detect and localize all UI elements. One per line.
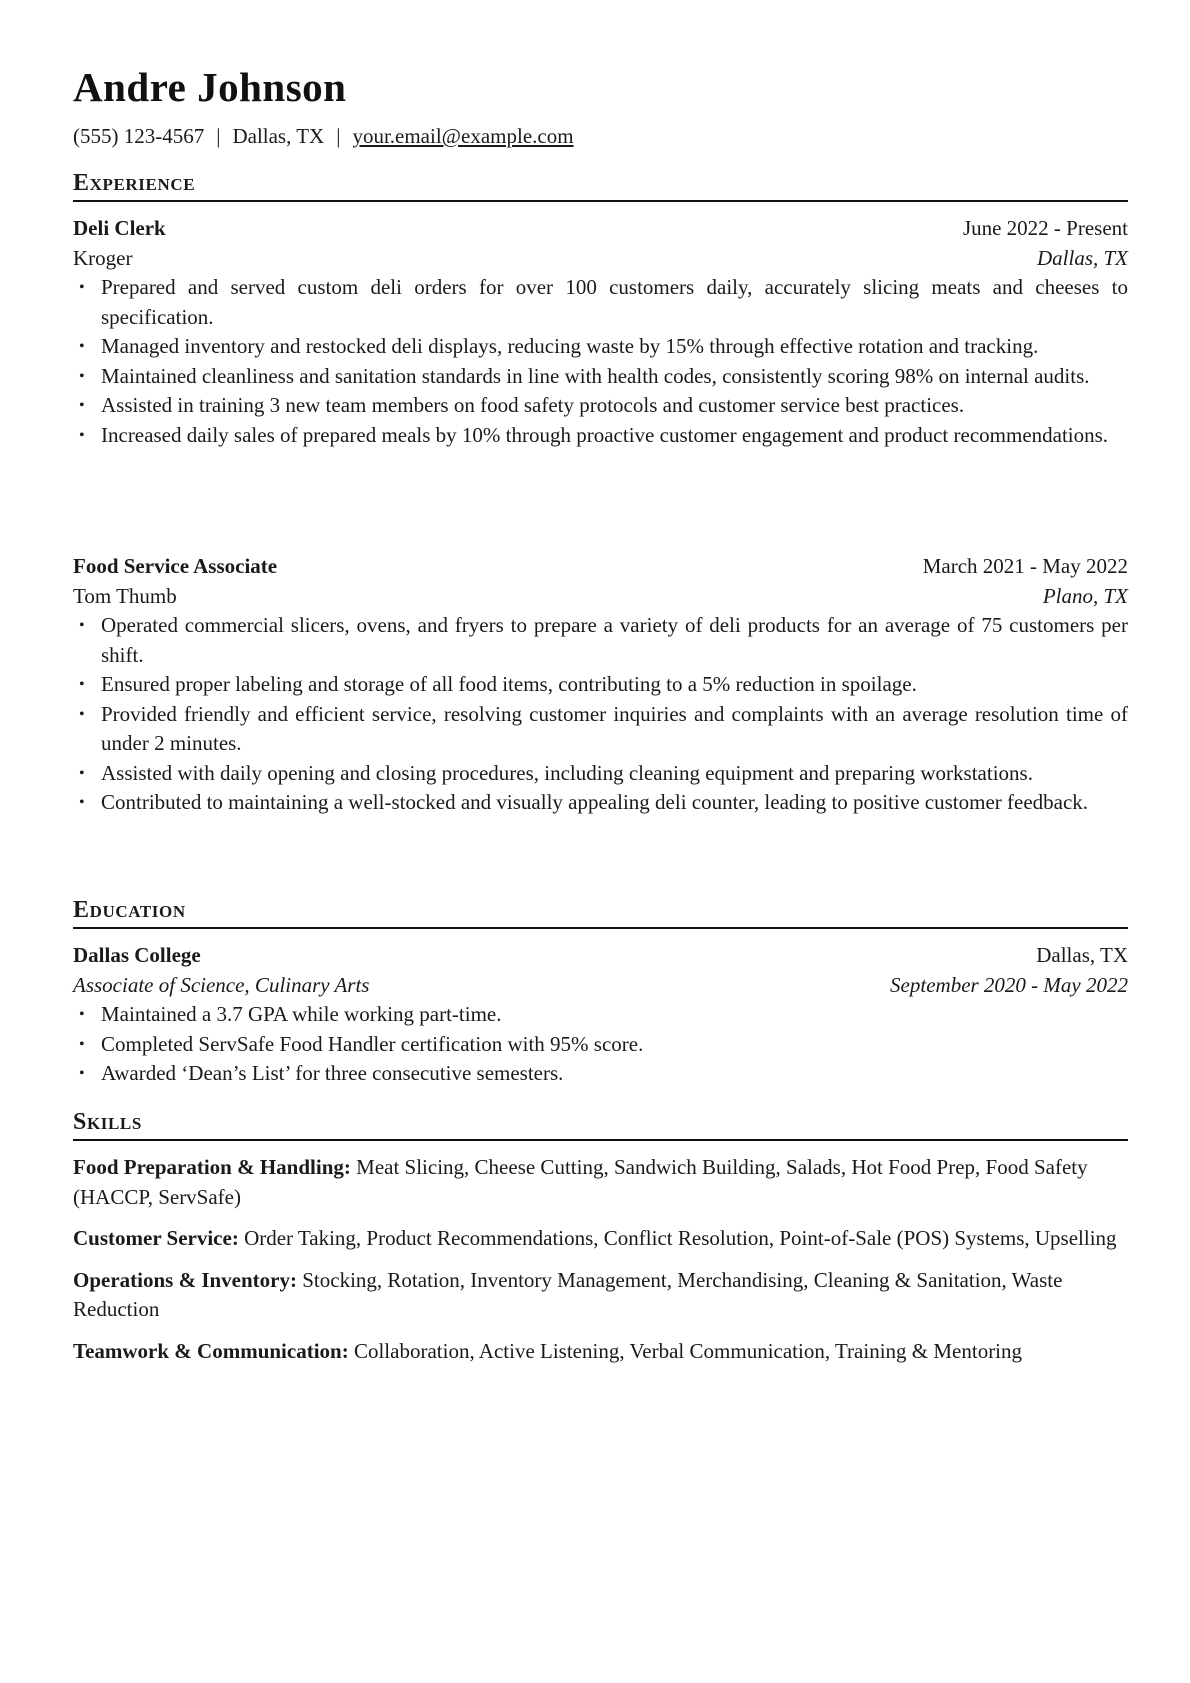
job-location: Plano, TX	[1042, 583, 1128, 608]
job-bullets	[73, 273, 1128, 450]
phone-number: (555) 123-4567	[73, 124, 205, 148]
skill-label: Customer Service:	[73, 1226, 239, 1250]
skill-group	[73, 1153, 1128, 1212]
contact-location: Dallas, TX	[232, 124, 325, 148]
school-location: Dallas, TX	[1036, 943, 1128, 967]
bullet-item: • Assisted with daily opening and closing procedures, including cleaning equipment and preparing workstations.	[73, 759, 1128, 789]
skill-group	[73, 1337, 1128, 1367]
company-name: Kroger	[73, 245, 133, 270]
section-heading-education: Education	[73, 895, 1128, 929]
bullet-item: • Awarded ‘Dean’s List’ for three consecutive semesters.	[73, 1059, 1128, 1089]
skill-label: Teamwork & Communication:	[73, 1338, 349, 1363]
skill-group	[73, 1224, 1128, 1254]
bullet-item: • Prepared and served custom deli orders for over 100 customers daily, accurately slicing meats and cheeses to specification.	[73, 273, 1128, 332]
section-heading-experience: Experience	[73, 168, 1128, 202]
separator: |	[336, 124, 341, 148]
bullet-item: • Ensured proper labeling and storage of all food items, contributing to a 5% reduction in spoilage.	[73, 670, 1128, 700]
bullet-item: • Managed inventory and restocked deli displays, reducing waste by 15% through effective rotation and tracking.	[73, 332, 1128, 362]
job-bullets	[73, 611, 1128, 818]
job-dates: March 2021 - May 2022	[922, 554, 1128, 578]
bullet-item: • Contributed to maintaining a well-stocked and visually appealing deli counter, leading to positive customer feedback.	[73, 788, 1128, 818]
bullet-item: • Assisted in training 3 new team members on food safety protocols and customer service best practices.	[73, 391, 1128, 421]
skills-list	[73, 1153, 1128, 1378]
job-location: Dallas, TX	[1036, 245, 1128, 270]
education-bullets	[73, 1000, 1128, 1089]
job-entry	[73, 214, 1128, 450]
email-link[interactable]: your.email@example.com	[352, 124, 574, 148]
education-dates: September 2020 - May 2022	[890, 972, 1128, 997]
skill-items: Stocking, Rotation, Inventory Management, Merchandising, Cleaning & Sanitation, Waste Reduction	[73, 1267, 1063, 1321]
job-entry	[73, 552, 1128, 818]
skill-items: Collaboration, Active Listening, Verbal Communication, Training & Mentoring	[353, 1338, 1023, 1363]
section-heading-skills: Skills	[73, 1107, 1128, 1141]
school-name: Dallas College	[73, 943, 201, 967]
bullet-item: • Increased daily sales of prepared meals by 10% through proactive customer engagement and product recommendations.	[73, 421, 1128, 451]
bullet-item: • Operated commercial slicers, ovens, and fryers to prepare a variety of deli products for an average of 75 customers per shift.	[73, 611, 1128, 670]
degree: Associate of Science, Culinary Arts	[73, 972, 370, 997]
skill-group	[73, 1266, 1128, 1325]
job-title: Food Service Associate	[73, 554, 278, 578]
skill-label: Food Preparation & Handling:	[73, 1155, 351, 1179]
skill-label: Operations & Inventory:	[73, 1267, 297, 1292]
education-entry	[73, 941, 1128, 1089]
bullet-item: • Maintained cleanliness and sanitation standards in line with health codes, consistently scoring 98% on internal audits.	[73, 362, 1128, 392]
company-name: Tom Thumb	[73, 583, 177, 608]
job-title: Deli Clerk	[73, 216, 166, 240]
bullet-item: • Completed ServSafe Food Handler certification with 95% score.	[73, 1030, 1128, 1060]
skill-items: Meat Slicing, Cheese Cutting, Sandwich Building, Salads, Hot Food Prep, Food Safety (HACCP, ServSafe)	[73, 1155, 1088, 1209]
job-dates: June 2022 - Present	[962, 216, 1128, 240]
bullet-item: • Provided friendly and efficient service, resolving customer inquiries and complaints with an average resolution time of under 2 minutes.	[73, 700, 1128, 759]
skill-items: Order Taking, Product Recommendations, Conflict Resolution, Point-of-Sale (POS) Systems, Upselling	[244, 1226, 1117, 1250]
contact-line	[73, 122, 574, 152]
candidate-name: Andre Johnson	[73, 64, 347, 110]
separator: |	[216, 124, 221, 148]
bullet-item: • Maintained a 3.7 GPA while working part-time.	[73, 1000, 1128, 1030]
